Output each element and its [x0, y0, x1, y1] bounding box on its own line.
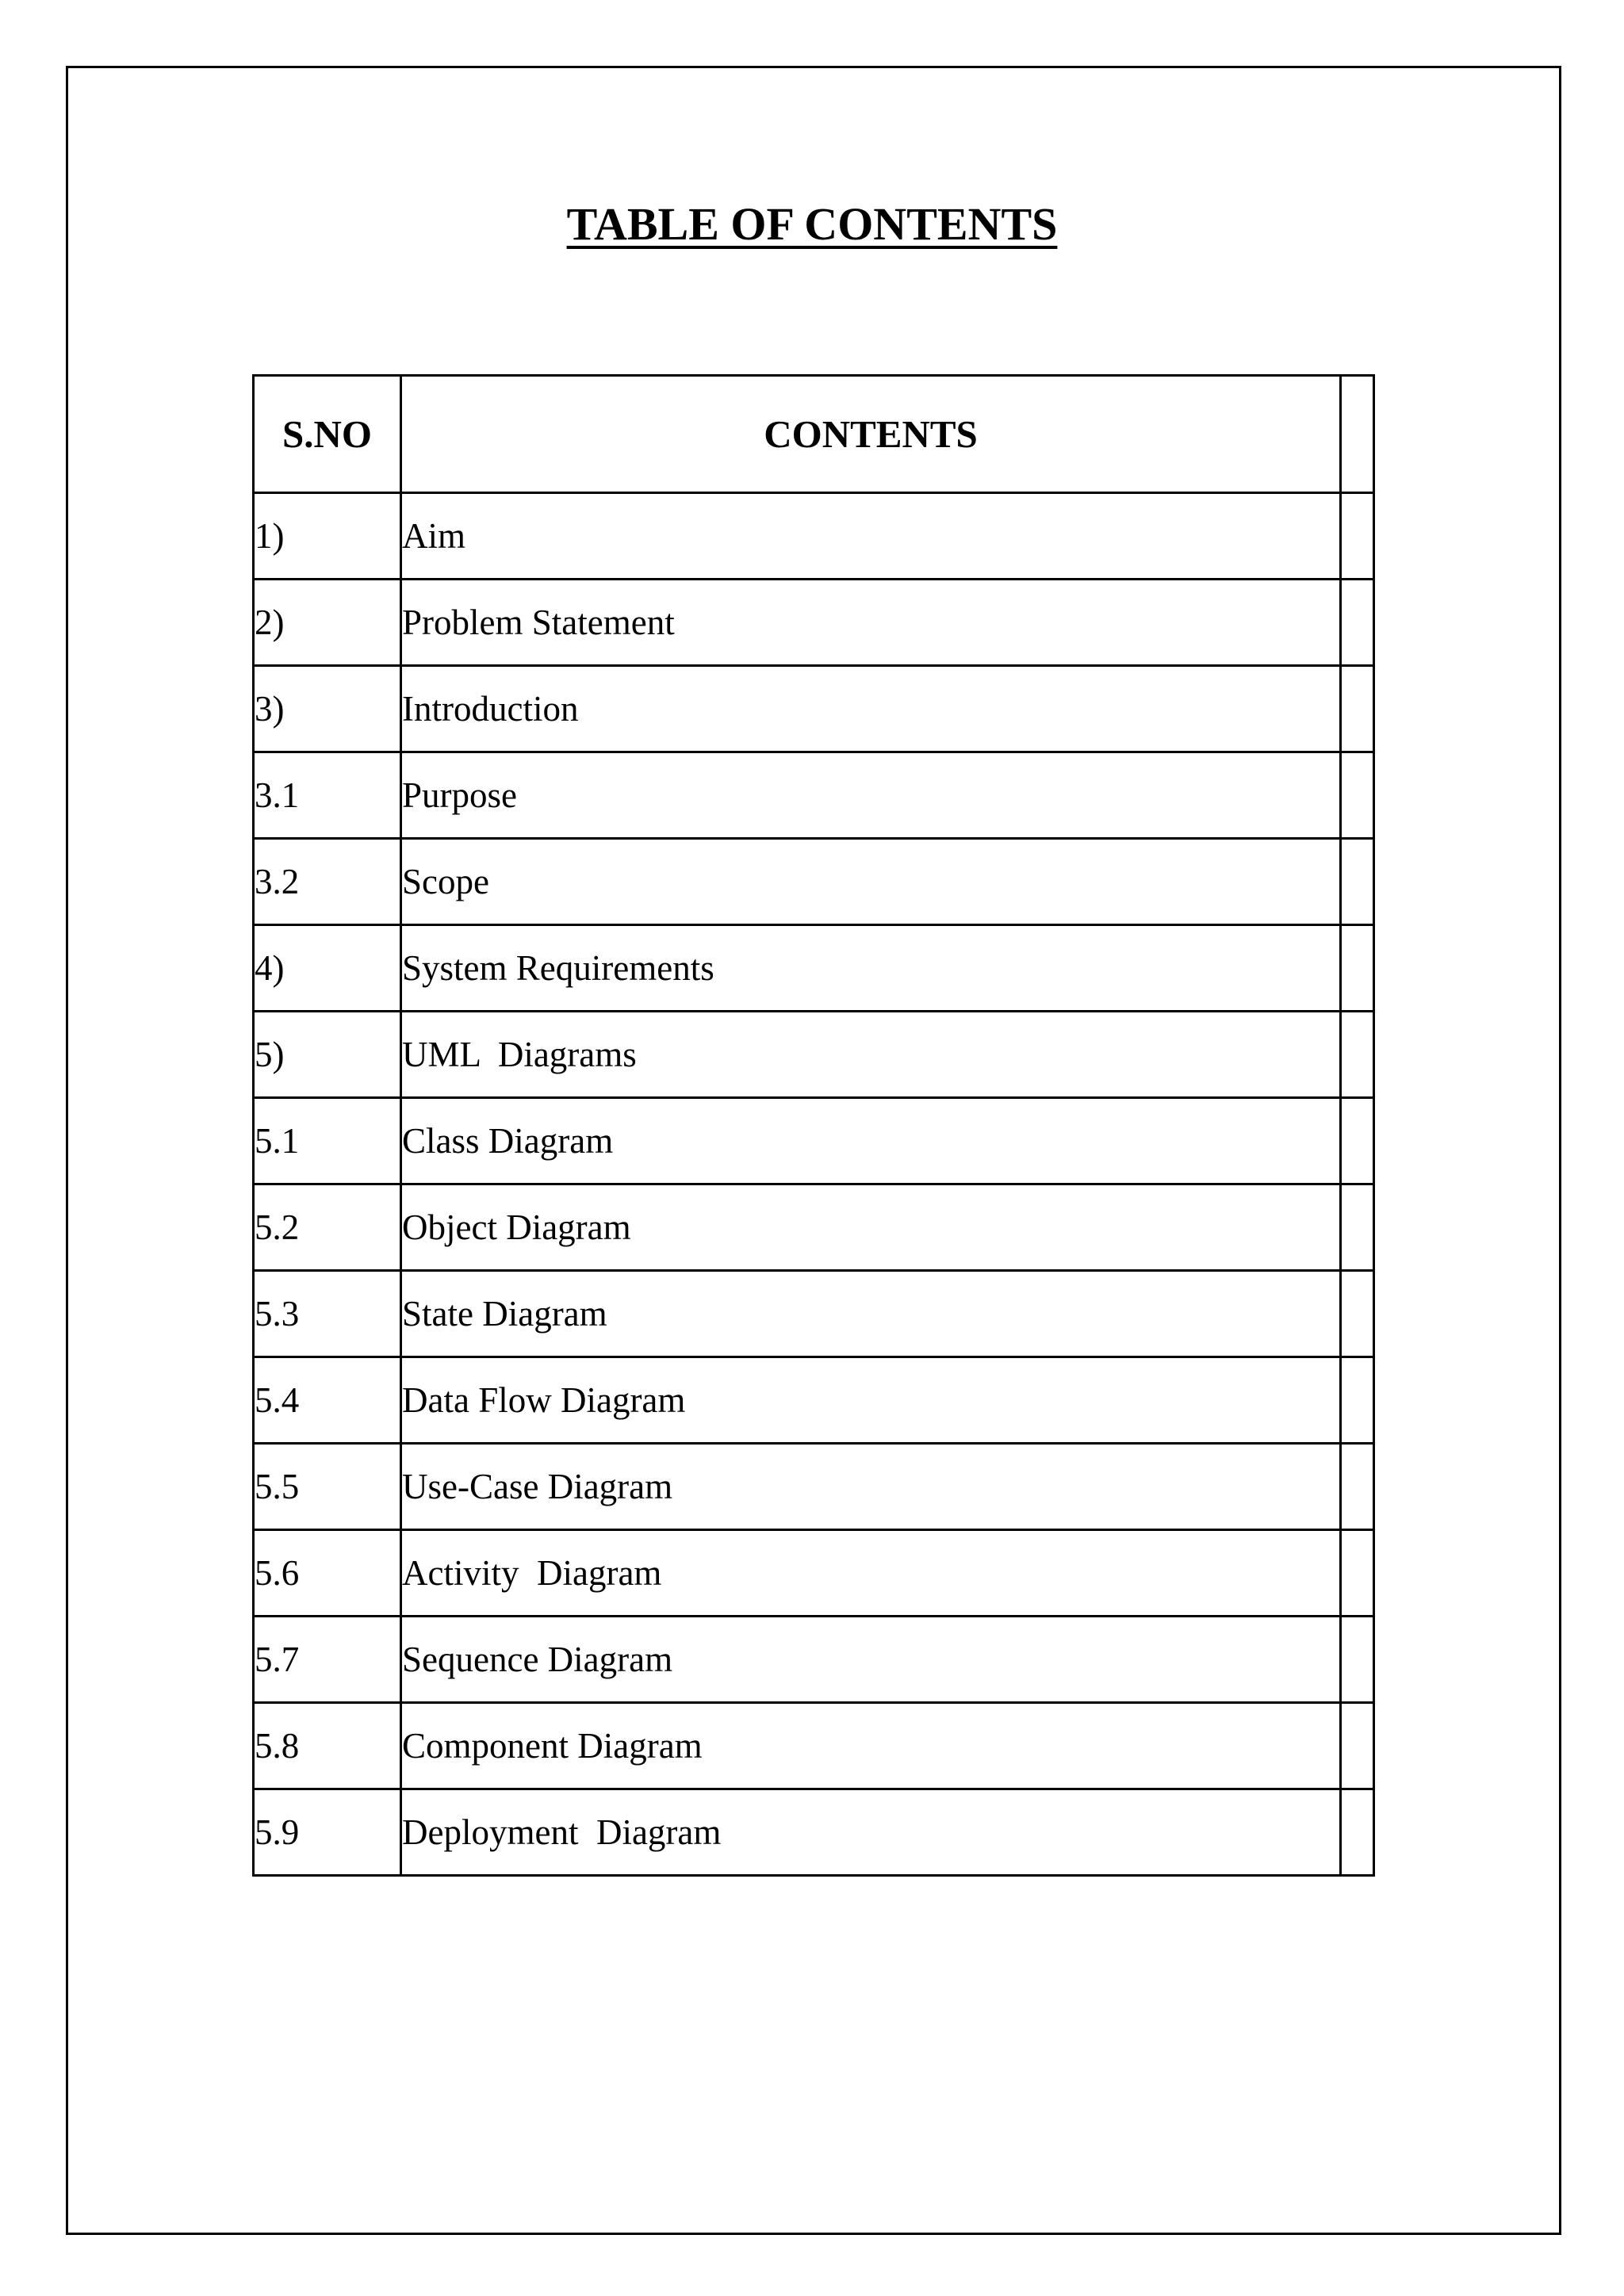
page-title [0, 197, 1624, 252]
sno-cell: 5.9 [254, 1789, 401, 1876]
table-row [254, 1530, 1374, 1617]
table-row [254, 752, 1374, 839]
sno-cell: 3) [254, 666, 401, 752]
contents-header: CONTENTS [401, 376, 1341, 493]
page-title-text: TABLE OF CONTENTS [566, 198, 1058, 250]
sno-cell: 3.2 [254, 839, 401, 925]
empty-cell [1341, 666, 1374, 752]
table-row [254, 1184, 1374, 1271]
contents-cell: Problem Statement [401, 580, 1341, 666]
contents-cell: Class Diagram [401, 1098, 1341, 1184]
contents-cell: Component Diagram [401, 1703, 1341, 1789]
table-row [254, 1617, 1374, 1703]
contents-cell: Data Flow Diagram [401, 1357, 1341, 1444]
empty-cell [1341, 1098, 1374, 1184]
empty-cell [1341, 1530, 1374, 1617]
contents-cell: Activity Diagram [401, 1530, 1341, 1617]
sno-cell: 1) [254, 493, 401, 580]
contents-table [252, 374, 1375, 1877]
sno-cell: 5.2 [254, 1184, 401, 1271]
table-row [254, 580, 1374, 666]
contents-cell: Introduction [401, 666, 1341, 752]
contents-cell: State Diagram [401, 1271, 1341, 1357]
contents-cell: UML Diagrams [401, 1012, 1341, 1098]
table-row [254, 1789, 1374, 1876]
table-row [254, 1444, 1374, 1530]
table-row [254, 493, 1374, 580]
sno-cell: 2) [254, 580, 401, 666]
sno-cell: 5) [254, 1012, 401, 1098]
sno-cell: 3.1 [254, 752, 401, 839]
contents-cell: Deployment Diagram [401, 1789, 1341, 1876]
empty-cell [1341, 1444, 1374, 1530]
empty-cell [1341, 1184, 1374, 1271]
empty-cell [1341, 925, 1374, 1012]
table-row [254, 1703, 1374, 1789]
table-row [254, 1271, 1374, 1357]
empty-cell [1341, 1012, 1374, 1098]
empty-cell [1341, 1703, 1374, 1789]
contents-cell: System Requirements [401, 925, 1341, 1012]
empty-cell [1341, 1271, 1374, 1357]
table-body [254, 493, 1374, 1876]
table-row [254, 839, 1374, 925]
empty-cell [1341, 752, 1374, 839]
table-row [254, 666, 1374, 752]
sno-cell: 5.6 [254, 1530, 401, 1617]
sno-cell: 5.8 [254, 1703, 401, 1789]
sno-header: S.NO [254, 376, 401, 493]
sno-cell: 5.5 [254, 1444, 401, 1530]
sno-cell: 5.7 [254, 1617, 401, 1703]
empty-header-cell [1341, 376, 1374, 493]
table-row [254, 1357, 1374, 1444]
sno-cell: 4) [254, 925, 401, 1012]
table-row [254, 925, 1374, 1012]
sno-cell: 5.4 [254, 1357, 401, 1444]
sno-cell: 5.1 [254, 1098, 401, 1184]
table-row [254, 1012, 1374, 1098]
sno-cell: 5.3 [254, 1271, 401, 1357]
empty-cell [1341, 1617, 1374, 1703]
contents-cell: Sequence Diagram [401, 1617, 1341, 1703]
empty-cell [1341, 839, 1374, 925]
empty-cell [1341, 580, 1374, 666]
contents-cell: Object Diagram [401, 1184, 1341, 1271]
contents-cell: Use-Case Diagram [401, 1444, 1341, 1530]
contents-cell: Purpose [401, 752, 1341, 839]
empty-cell [1341, 1357, 1374, 1444]
table-header-row [254, 376, 1374, 493]
empty-cell [1341, 493, 1374, 580]
empty-cell [1341, 1789, 1374, 1876]
contents-cell: Aim [401, 493, 1341, 580]
table-row [254, 1098, 1374, 1184]
contents-cell: Scope [401, 839, 1341, 925]
